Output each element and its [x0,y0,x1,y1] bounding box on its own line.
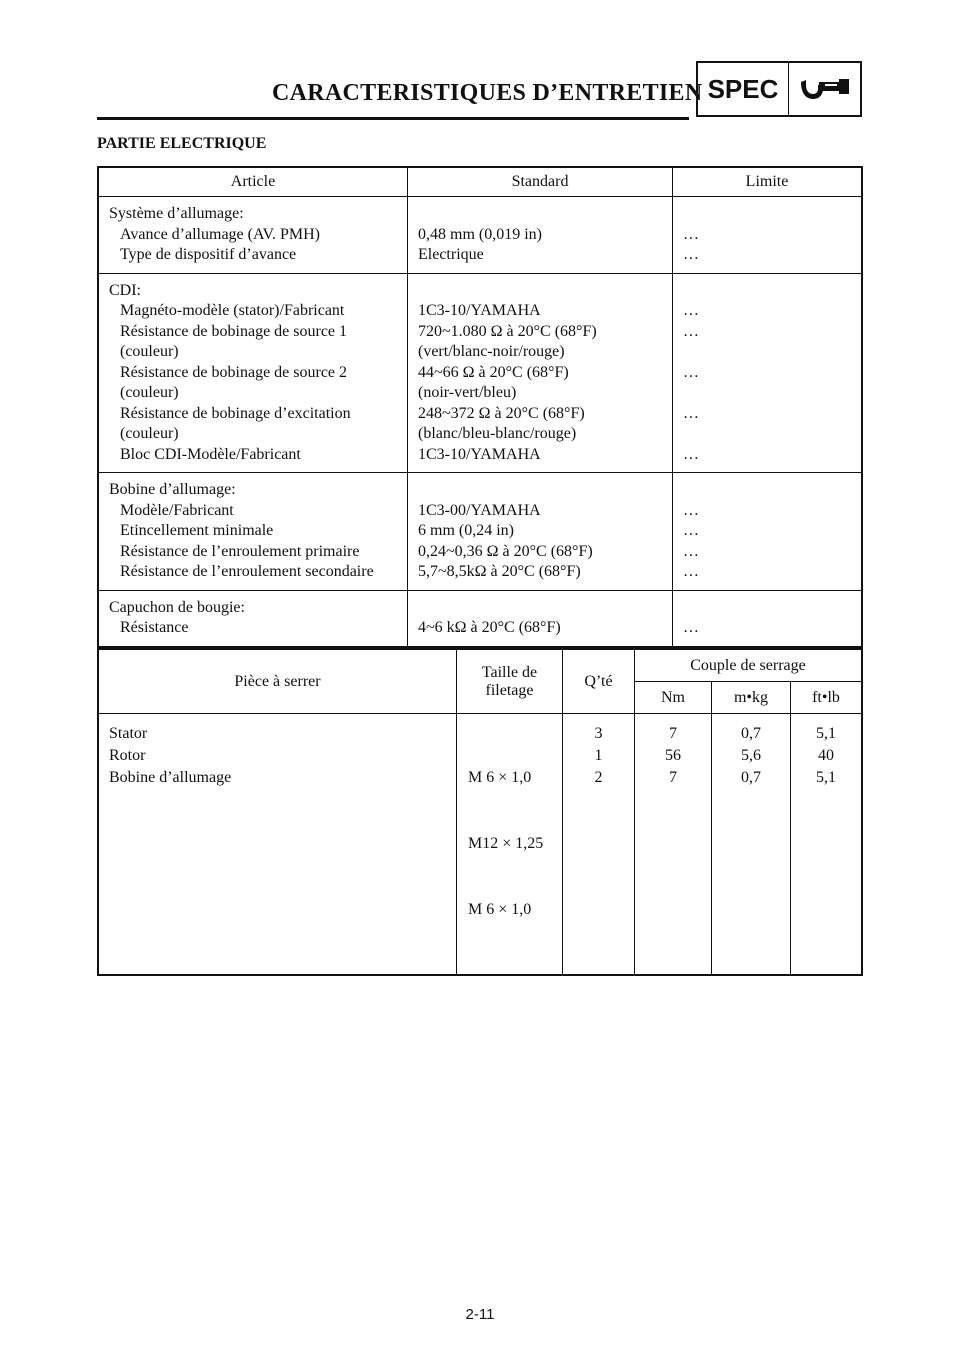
spec-standard-cell [408,273,673,473]
torque-qty: 3 [594,725,603,742]
torque-qty-cell [563,714,635,976]
column-header-torque: Couple de serrage [635,649,863,682]
thread-header-line-1: Taille de [481,663,538,681]
spec-standard: 1C3-10/YAMAHA [418,445,541,463]
column-header-nm: Nm [635,682,712,714]
spec-items-cell [98,273,408,473]
spec-items-cell [98,197,408,274]
torque-thread: M 6 × 1,0 [468,769,532,786]
spec-standard: 5,7~8,5kΩ à 20°C (68°F) [418,563,581,580]
column-header-qty: Q’té [563,649,635,714]
spec-limit: … [683,246,699,263]
spec-item: Résistance de bobinage d’excitation [120,404,351,422]
spec-badge [696,61,862,117]
column-header-limit: Limite [673,167,863,197]
spec-item: Résistance de bobinage de source 2 [120,363,348,381]
spec-limit: … [683,445,699,463]
group-title: Capuchon de bougie: [109,598,245,616]
spec-item: Modèle/Fabricant [120,501,234,519]
spec-limit-cell [673,473,863,591]
torque-mkg: 0,7 [741,769,761,786]
column-header-ftlb: ft•lb [791,682,863,714]
spec-limit [683,383,861,404]
table-header-row [98,167,862,197]
spec-item: Magnéto-modèle (stator)/Fabricant [120,302,345,319]
spec-items-cell [98,590,408,647]
spec-item: (couleur) [120,343,179,360]
spec-items-cell [98,473,408,591]
spec-group-ignition-coil [98,473,862,591]
spec-standard: 1C3-00/YAMAHA [418,501,541,519]
spec-standard: 248~372 Ω à 20°C (68°F) [418,404,585,422]
torque-nm-cell [635,714,712,976]
spec-item: Bloc CDI-Modèle/Fabricant [120,445,301,463]
spec-limit-cell [673,590,863,647]
spec-limit: … [683,225,699,243]
thread-header-line-2: filetage [485,681,534,699]
torque-nm: 7 [669,769,677,786]
spec-group-ignition [98,197,862,274]
spec-item: Résistance [120,619,189,636]
spec-limit: … [683,542,699,560]
spec-standard: (vert/blanc-noir/rouge) [418,343,565,360]
spec-item: Type de dispositif d’avance [120,246,297,263]
spec-standard: 720~1.080 Ω à 20°C (68°F) [418,322,597,340]
torque-nm: 56 [665,747,681,764]
table-row [98,714,862,976]
spec-standard: Electrique [418,246,484,263]
group-title: Système d’allumage: [109,205,244,222]
spec-limit: … [683,501,699,519]
spec-standard: (noir-vert/bleu) [418,384,517,401]
wrench-icon [789,63,860,115]
spec-standard: (blanc/bleu-blanc/rouge) [418,425,577,442]
spec-limit: … [683,363,699,381]
spec-standard: 4~6 kΩ à 20°C (68°F) [418,619,561,636]
spec-limit: … [683,302,699,319]
group-title: Bobine d’allumage: [109,481,236,498]
torque-parts-cell [98,714,457,976]
spec-limit-cell [673,197,863,274]
spec-limit: … [683,404,699,422]
torque-part: Rotor [109,747,146,764]
spec-standard: 6 mm (0,24 in) [418,522,514,539]
table-header-row [98,649,862,682]
spec-badge-label: SPEC [698,63,789,115]
torque-ftlb-cell [791,714,863,976]
spec-group-spark-plug-cap [98,590,862,647]
spec-limit: … [683,619,699,636]
torque-mkg-cell [712,714,791,976]
section-heading: PARTIE ELECTRIQUE [97,135,267,152]
torque-part: Stator [109,725,148,742]
torque-thread: M12 × 1,25 [468,835,544,852]
spec-limit [683,424,861,445]
spec-standard: 0,48 mm (0,019 in) [418,225,542,243]
electrical-spec-table [97,166,863,648]
torque-thread: M 6 × 1,0 [468,901,532,918]
page-title: CARACTERISTIQUES D’ENTRETIEN [272,80,703,106]
torque-mkg: 0,7 [741,725,761,742]
torque-ftlb: 5,1 [816,725,836,742]
spec-item: Résistance de l’enroulement primaire [120,542,360,560]
spec-standard: 1C3-10/YAMAHA [418,302,541,319]
header-rule [97,117,689,120]
torque-part: Bobine d’allumage [109,769,232,786]
spec-item: (couleur) [120,425,179,442]
torque-thread-cell [457,714,563,976]
spec-standard-cell [408,197,673,274]
torque-mkg: 5,6 [741,747,761,764]
column-header-standard: Standard [408,167,673,197]
torque-ftlb: 40 [818,747,834,764]
spec-standard-cell [408,473,673,591]
group-title: CDI: [109,281,141,299]
spec-limit-cell [673,273,863,473]
page-number: 2-11 [465,1306,495,1323]
spec-item: Résistance de l’enroulement secondaire [120,563,374,580]
column-header-thread [457,649,563,714]
spec-limit: … [683,563,699,580]
spec-standard: 0,24~0,36 Ω à 20°C (68°F) [418,542,593,560]
spec-item: (couleur) [120,384,179,401]
spec-item: Résistance de bobinage de source 1 [120,322,348,340]
torque-qty: 2 [594,769,603,786]
torque-qty: 1 [594,747,603,764]
torque-nm: 7 [669,725,677,742]
spec-item: Etincellement minimale [120,522,274,539]
column-header-mkg: m•kg [712,682,791,714]
spec-limit: … [683,522,699,539]
column-header-article: Article [98,167,408,197]
spec-limit [683,342,861,363]
column-header-part: Pièce à serrer [98,649,457,714]
torque-ftlb: 5,1 [816,769,836,786]
tightening-torque-table [97,648,863,976]
spec-standard-cell [408,590,673,647]
spec-group-cdi [98,273,862,473]
spec-standard: 44~66 Ω à 20°C (68°F) [418,363,569,381]
spec-limit: … [683,322,699,340]
spec-item: Avance d’allumage (AV. PMH) [120,225,320,243]
